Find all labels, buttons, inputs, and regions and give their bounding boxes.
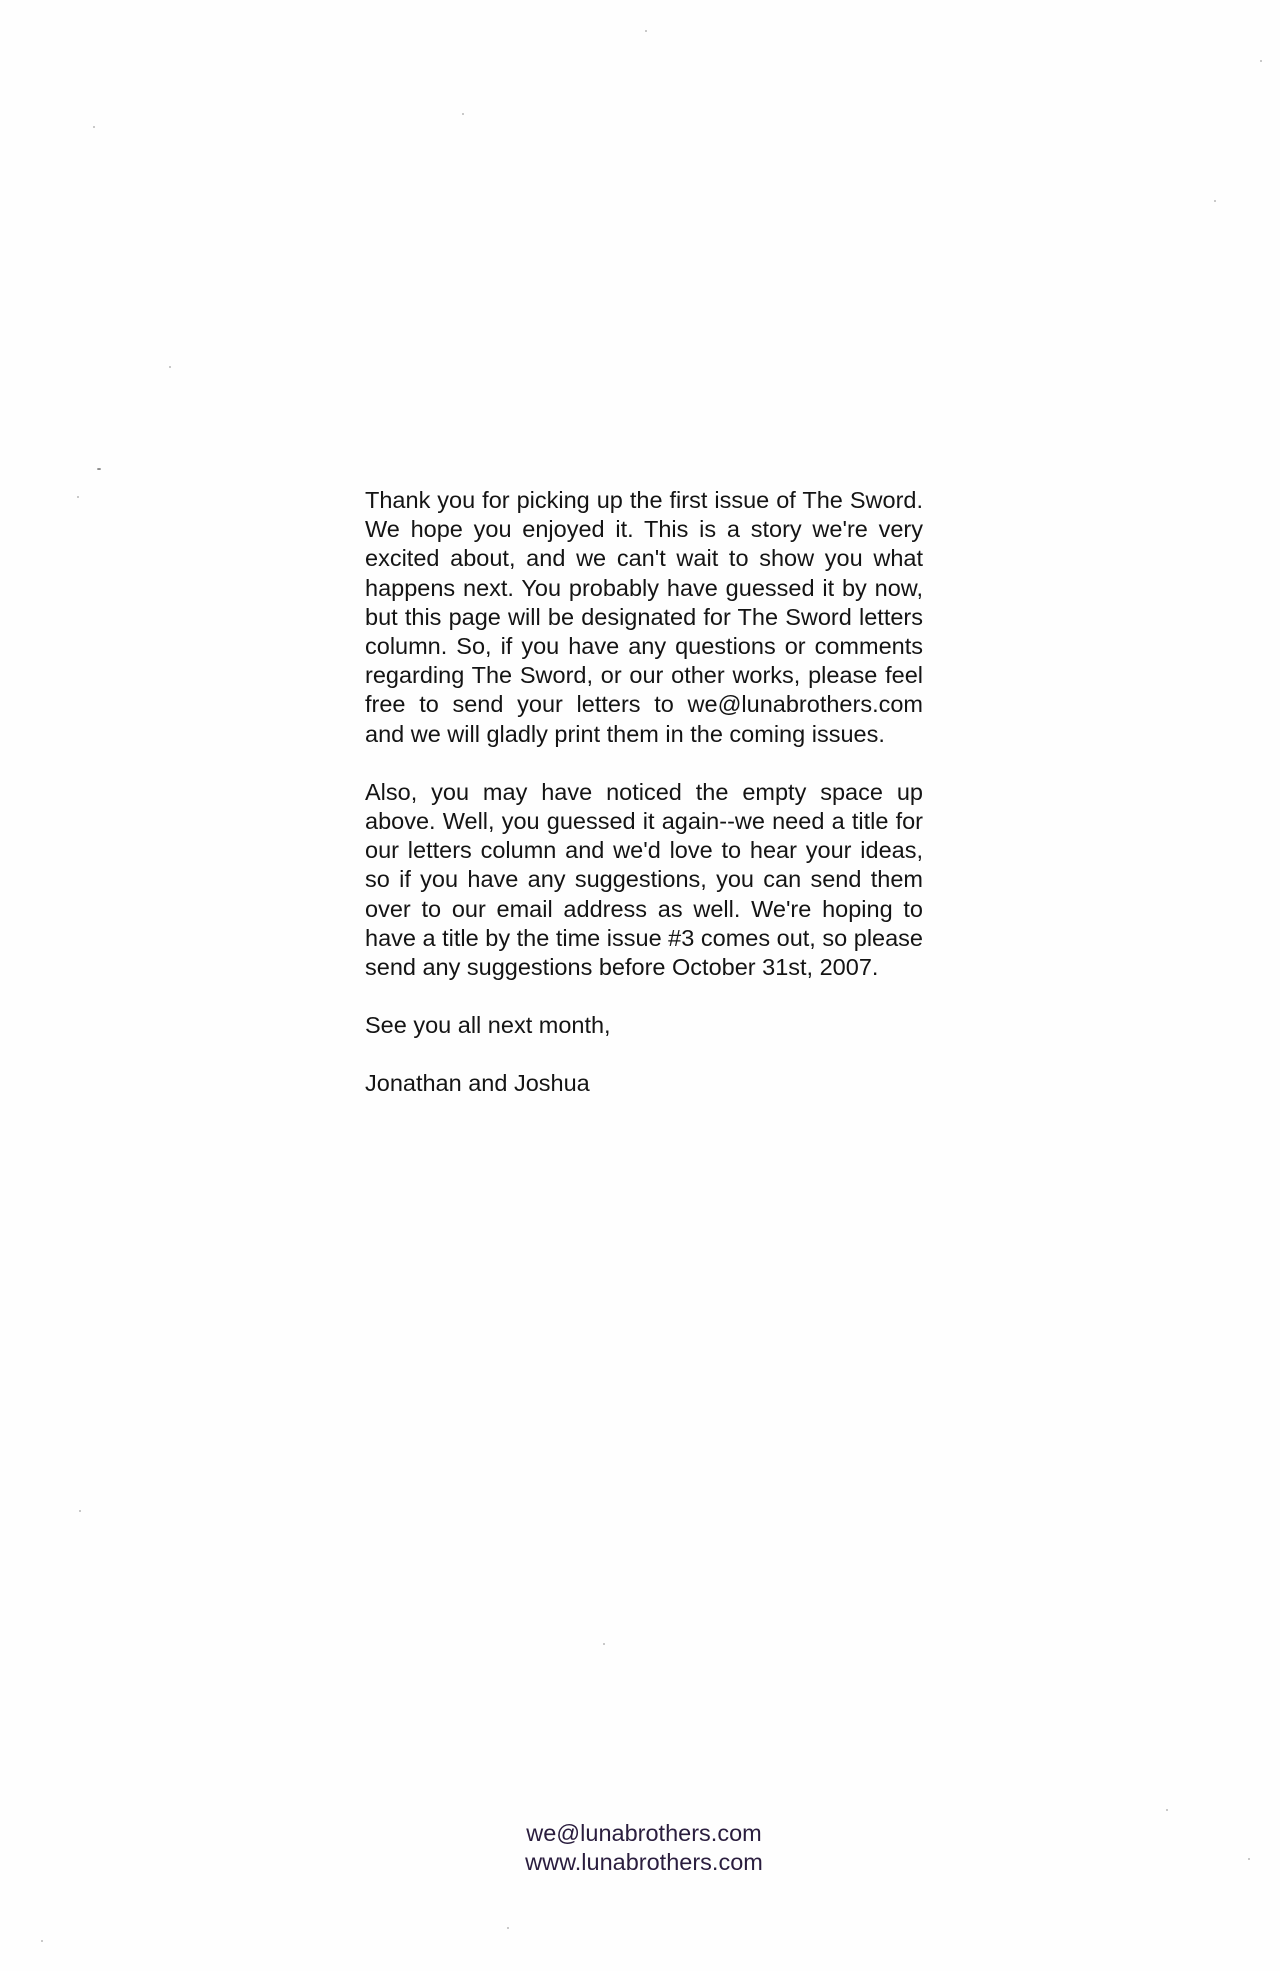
footer-email: we@lunabrothers.com — [526, 1820, 762, 1846]
letter-paragraph: Also, you may have noticed the empty space up above. Well, you guessed it again--we need a title for our letters column and we'd love to hear your ideas, so if you have any suggestions, you can send them over to our email address as well. We're hoping to have a title by the time issue #3 comes out, so please send any suggestions before October 31st, 2007. — [365, 778, 923, 981]
scan-speck — [645, 30, 647, 32]
scan-speck — [97, 468, 101, 470]
contact-footer — [0, 1819, 1280, 1877]
footer-website: www.lunabrothers.com — [525, 1849, 763, 1875]
scan-speck — [79, 1510, 81, 1512]
scan-speck — [93, 126, 95, 128]
letters-column — [365, 486, 923, 1099]
scan-speck — [1166, 1809, 1168, 1811]
scan-speck — [1214, 200, 1216, 202]
scan-speck — [507, 1927, 509, 1929]
letter-closing: See you all next month, — [365, 1012, 611, 1039]
scan-speck — [41, 1940, 43, 1942]
letter-signature: Jonathan and Joshua — [365, 1070, 590, 1097]
scan-speck — [77, 496, 79, 498]
scan-speck — [603, 1643, 605, 1645]
scan-speck — [169, 366, 171, 368]
scan-speck — [462, 113, 464, 115]
letter-paragraph: Thank you for picking up the first issue of The Sword. We hope you enjoyed it. This is a story we're very excited about, and we can't wait to show you what happens next. You probably have guessed it by now, but this page will be designated for The Sword letters column. So, if you have any questions or comments regarding The Sword, or our other works, please feel free to send your letters to we@lunabrothers.com and we will gladly print them in the coming issues. — [365, 487, 923, 747]
scan-speck — [1260, 60, 1262, 62]
